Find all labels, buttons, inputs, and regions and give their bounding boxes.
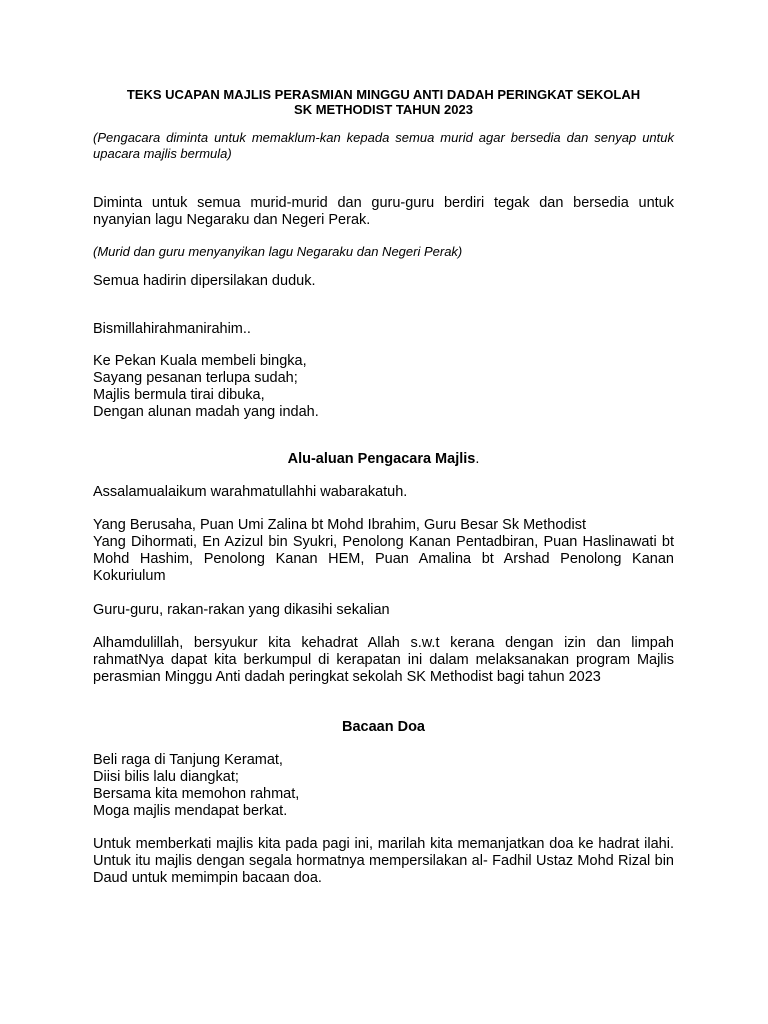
- pantun-line: Sayang pesanan terlupa sudah;: [93, 370, 298, 386]
- title-line-2: SK METHODIST TAHUN 2023: [294, 102, 473, 117]
- dignitary-list: Yang Dihormati, En Azizul bin Syukri, Penolong Kanan Pentadbiran, Puan Haslinawati bt Mohd Hashim, Penolong Kanan HEM, Puan Amalina bt Arshad Penolong Kanan Kokuriulum: [93, 534, 674, 584]
- pantun-line: Majlis bermula tirai dibuka,: [93, 387, 265, 403]
- dignitaries-intro: [93, 517, 674, 585]
- section-heading-welcome: [93, 451, 674, 468]
- mc-instruction-note: (Pengacara diminta untuk memaklum-kan kepada semua murid agar bersedia dan senyap untuk upacara majlis bermula): [93, 130, 674, 161]
- anthem-note: (Murid dan guru menyanyikan lagu Negaraku dan Negeri Perak): [93, 244, 463, 259]
- heading-text: Alu-aluan Pengacara Majlis: [287, 451, 476, 467]
- salam-text: Assalamualaikum warahmatullahhi wabarakatuh.: [93, 484, 408, 500]
- title-line-1: TEKS UCAPAN MAJLIS PERASMIAN MINGGU ANTI DADAH PERINGKAT SEKOLAH: [126, 87, 641, 102]
- document-title: [93, 87, 674, 117]
- pantun-line: Diisi bilis lalu diangkat;: [93, 769, 239, 785]
- prayer-invitation: Untuk memberkati majlis kita pada pagi ini, marilah kita memanjatkan doa ke hadrat ilahi. Untuk itu majlis dengan segala hormatnya mempersilakan al- Fadhil Ustaz Mohd Rizal bin Daud untuk memimpin bacaan doa.: [93, 836, 674, 886]
- pantun-line: Beli raga di Tanjung Keramat,: [93, 752, 283, 768]
- bismillah-text: Bismillahirahmanirahim..: [93, 321, 251, 337]
- dignitary-headmistress: Yang Berusaha, Puan Umi Zalina bt Mohd Ibrahim, Guru Besar Sk Methodist: [93, 517, 586, 533]
- prayer-pantun: [93, 752, 674, 820]
- opening-pantun: [93, 353, 674, 421]
- pantun-line: Ke Pekan Kuala membeli bingka,: [93, 353, 307, 369]
- pantun-line: Dengan alunan madah yang indah.: [93, 404, 319, 420]
- pantun-line: Moga majlis mendapat berkat.: [93, 803, 288, 819]
- pantun-line: Bersama kita memohon rahmat,: [93, 786, 300, 802]
- please-sit-text: Semua hadirin dipersilakan duduk.: [93, 273, 316, 289]
- section-heading-prayer: Bacaan Doa: [341, 719, 425, 735]
- document-body: [93, 87, 674, 887]
- audience-greeting: Guru-guru, rakan-rakan yang dikasihi sekalian: [93, 602, 390, 618]
- gratitude-paragraph: Alhamdulillah, bersyukur kita kehadrat Allah s.w.t kerana dengan izin dan limpah rahmatNya dapat kita berkumpul di kerapatan ini dalam melaksanakan program Majlis perasmian Minggu Anti dadah peringkat sekolah SK Methodist bagi tahun 2023: [93, 635, 674, 685]
- anthem-instruction: Diminta untuk semua murid-murid dan guru-guru berdiri tegak dan bersedia untuk nyanyian lagu Negaraku dan Negeri Perak.: [93, 195, 674, 228]
- heading-suffix: .: [475, 451, 480, 467]
